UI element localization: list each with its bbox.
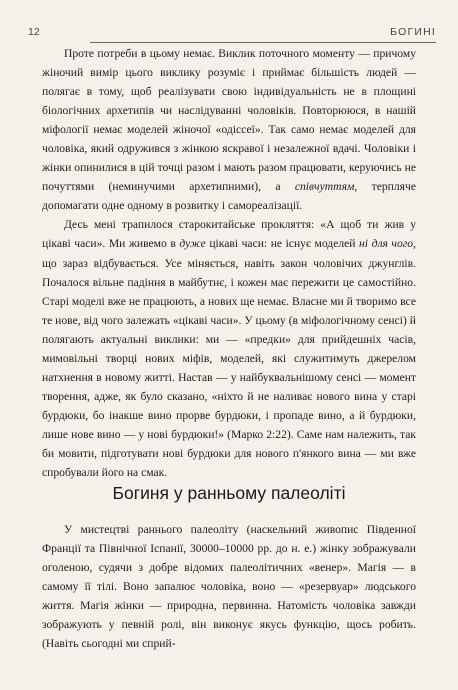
emphasis: ні для чого [359, 237, 414, 251]
page-number: 12 [28, 26, 40, 38]
paragraph-3: У мистецтві раннього палеоліту (наскельний живопис Південної Франції та Північної Іспанії, 30000–10000 рр. до н. е.) жінку зображували оголеною, судячи з добре відомих палеолітичних «венер». Магія — в самому її тілі. Воно запалює чоловіка, воно — «резервуар» людського життя. Магія жінки — природна, первинна. Натомість чоловіка завжди зображують у певній ролі, він виконує якусь функцію, щось робить. (Навіть сьогодні ми сприй- [42, 523, 416, 651]
paragraph-1: Проте потреби в цьому немає. Виклик поточного моменту — причому жіночий вимір цього виклику розуміє і приймає більшість людей — полягає в тому, щоб реалізувати свою індивідуальність не в площині біологічних архетипів чи наслідуванні чоловіків. Повторююся, в нашій міфології немає моделей жіночої «одіссеї». Так само немає моделей для чоловіка, який одружився з жінкою яскравої і незалежної вдачі. Чоловіки і жінки опинилися в цій точці разом і мають разом працювати, керуючись не почуттями (неминучими архетипними), а співчуттям, терпляче допомагати одне одному в розвитку і самореалізації. [42, 47, 416, 213]
section-text [42, 520, 416, 653]
header-rule [90, 42, 436, 43]
paragraph-2: Десь мені трапилося старокитайське прокляття: «А щоб ти жив у цікаві часи». Ми живемо в дуже цікаві часи: не існує моделей ні для чого, що зараз відбувається. Усе міняється, навіть закон чоловічих джунглів. Почалося вільне падіння в майбутнє, і кожен має пережити це самостійно. Старі моделі вже не працюють, а нових ще немає. Власне ми й творимо все те нове, від чого залежать «цікаві часи». У цьому (в міфологічному сенсі) й полягають актуальні виклики: ми — «предки» для прийдешніх часів, мимовільні творці нових міфів, моделей, які служитимуть джерелом натхнення в новому житті. Настав — у найбуквальнішому сенсі — момент творення, адже, як було сказано, «ніхто й не наливає нового вина у старі бурдюки, бо інакше вино прорве бурдюки, і пропаде вино, а й бурдюки, лише нове вино — у нові бурдюки!» (Марко 2:22). Саме нам належить, так би мовити, підготувати нові бурдюки для нового п'янкого вина — ми вже спробували його на смак. [42, 218, 416, 480]
emphasis: дуже [179, 237, 206, 251]
running-title: БОГИНІ [390, 26, 436, 38]
main-text [42, 44, 416, 482]
section-heading: Богиня у ранньому палеоліті [112, 483, 346, 503]
emphasis: співчуттям [294, 180, 355, 194]
running-header [28, 22, 436, 42]
